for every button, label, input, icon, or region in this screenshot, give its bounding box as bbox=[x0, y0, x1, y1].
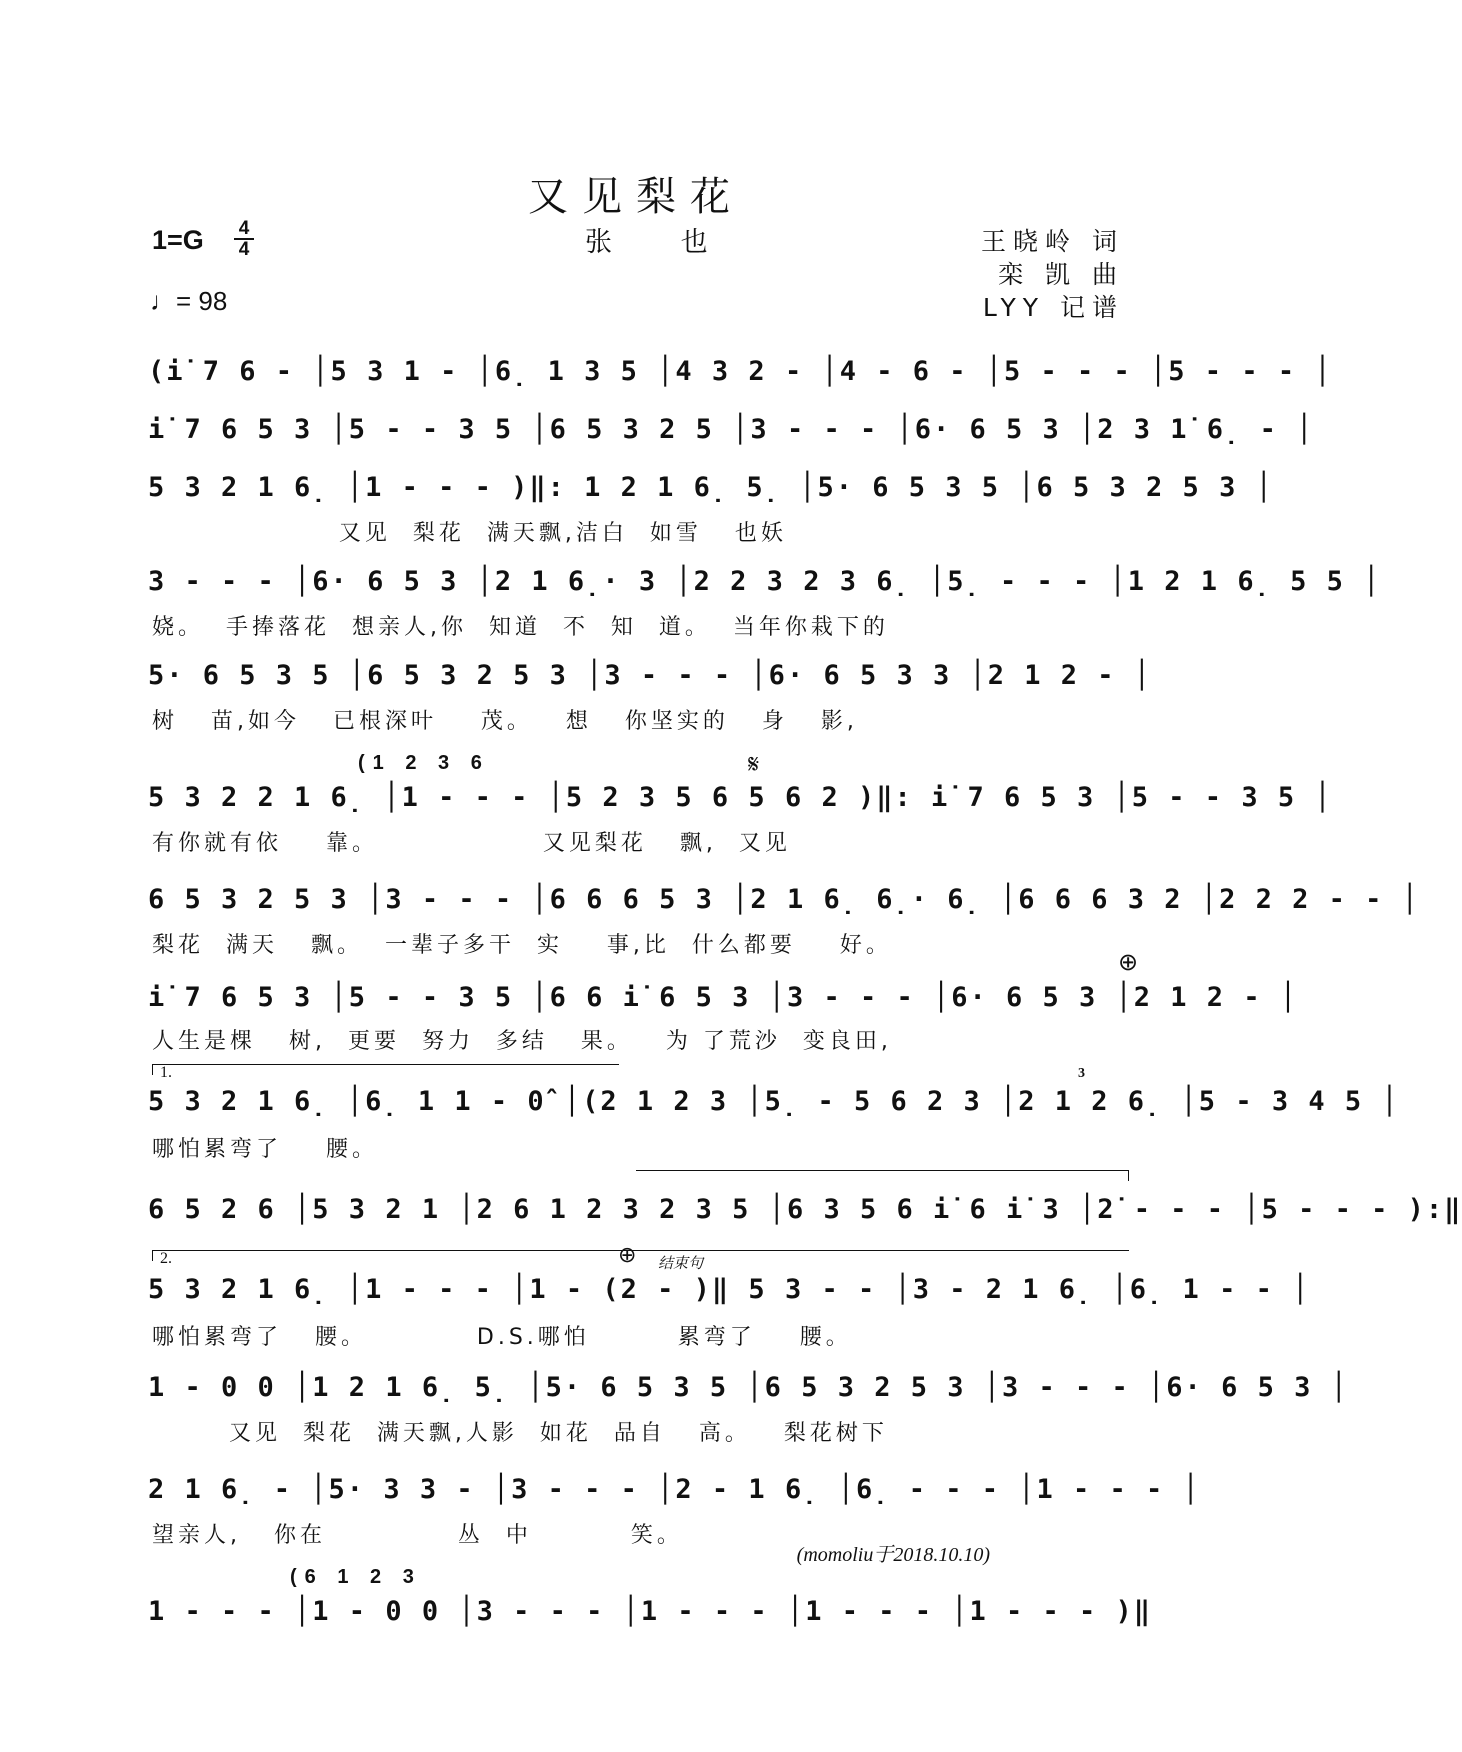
lyric-line-9: 哪怕累弯了 腰。 bbox=[152, 1137, 378, 1162]
lyric-line-5: 树 苗,如今 已根深叶 茂。 想 你坚实的 身 影, bbox=[152, 709, 858, 734]
notation-line-8: i̇ 7 6 5 3 │5 - - 3 5 │6 6 i̇ 6 5 3 │3 - - - │6· 6 5 3 │2 1 2 - │ bbox=[148, 982, 1299, 1013]
transcription-signature: (momoliu于2018.10.10) bbox=[796, 1544, 990, 1566]
lyric-line-3: 又见 梨花 满天飘,洁白 如雪 也妖 bbox=[152, 521, 787, 546]
coda-icon: ⊕ bbox=[1118, 948, 1139, 976]
key-signature: 1=G bbox=[152, 225, 204, 255]
volta-bracket-1 bbox=[152, 1064, 619, 1075]
volta-1-label: 1. bbox=[160, 1064, 172, 1081]
notation-line-2: i̇ 7 6 5 3 │5 - - 3 5 │6 5 3 2 5 │3 - - - │6· 6 5 3 │2 3 1̇ 6̣ - │ bbox=[148, 414, 1315, 445]
notation-line-6: 5 3 2 2 1 6̣ │1 - - - │5 2 3 5 6 5 6 2 )‖: i̇ 7 6 5 3 │5 - - 3 5 │ bbox=[148, 782, 1333, 813]
segno-icon: 𝄋 bbox=[748, 750, 760, 780]
lyric-line-6: 有你就有依 靠。 又见梨花 飘, 又见 bbox=[152, 831, 791, 856]
notation-line-12: 1 - 0 0 │1 2 1 6̣ 5̣ │5· 6 5 3 5 │6 5 3 2 5 3 │3 - - - │6· 6 5 3 │ bbox=[148, 1372, 1349, 1403]
lyric-line-7: 梨花 满天 飘。 一辈子多干 实 事,比 什么都要 好。 bbox=[152, 933, 892, 958]
tempo-value: = 98 bbox=[176, 286, 228, 316]
lyric-line-4: 娆。 手捧落花 想亲人,你 知道 不 知 道。 当年你栽下的 bbox=[152, 615, 889, 640]
song-title: 又见梨花 bbox=[528, 174, 744, 220]
time-sig-bottom: 4 bbox=[238, 239, 250, 260]
lyricist-credit: 王晓岭 词 bbox=[981, 227, 1124, 256]
notation-line-4: 3 - - - │6· 6 5 3 │2 1 6̣· 3 │2 2 3 2 3 6̣ │5̣ - - - │1 2 1 6̣ 5 5 │ bbox=[148, 566, 1382, 597]
notation-line-7: 6 5 3 2 5 3 │3 - - - │6 6 6 5 3 │2 1 6̣ 6̣· 6̣ │6 6 6 3 2 │2 2 2 - - │ bbox=[148, 884, 1420, 915]
notation-line-11: 5 3 2 1 6̣ │1 - - - │1 - (2 - )‖ 5 3 - - │3 - 2 1 6̣ │6̣ 1 - - │ bbox=[148, 1274, 1311, 1305]
lyric-line-11: 哪怕累弯了 腰。 D.S.哪怕 累弯了 腰。 bbox=[152, 1325, 852, 1350]
lyric-line-12: 又见 梨花 满天飘,人影 如花 品自 高。 梨花树下 bbox=[152, 1421, 888, 1446]
transcriber-credit: LYY 记谱 bbox=[982, 293, 1124, 322]
notation-line-3: 5 3 2 1 6̣ │1 - - - )‖: 1 2 1 6̣ 5̣ │5· 6 5 3 5 │6 5 3 2 5 3 │ bbox=[148, 472, 1274, 503]
tempo-marking bbox=[150, 286, 227, 317]
notation-line-5: 5· 6 5 3 5 │6 5 3 2 5 3 │3 - - - │6· 6 5 3 3 │2 1 2 - │ bbox=[148, 660, 1153, 691]
notation-line-9: 5 3 2 1 6̣ │6̣ 1 1 - 0̂ │(2 1 2 3 │5̣ - 5 6 2 3 │2 1 2 6̣ │5 - 3 4 5 │ bbox=[148, 1086, 1400, 1117]
triplet-mark: 3 bbox=[1078, 1066, 1085, 1081]
singer-name: 张 也 bbox=[585, 227, 738, 258]
time-sig-top: 4 bbox=[238, 218, 250, 239]
lyric-line-13: 望亲人, 你在 丛 中 笑。 bbox=[152, 1523, 683, 1548]
notation-line-10: 6 5 2 6 │5 3 2 1 │2 6 1 2 3 2 3 5 │6 3 5 6 i̇ 6 i̇ 3 │2̇ - - - │5 - - - ):‖ bbox=[148, 1194, 1462, 1225]
volta-2-label: 2. bbox=[160, 1250, 172, 1267]
lyric-line-8: 人生是棵 树, 更要 努力 多结 果。 为 了荒沙 变良田, bbox=[152, 1029, 892, 1054]
interlude-notes: (1 2 3 6 bbox=[358, 752, 490, 774]
outro-aside-notes: (6 1 2 3 bbox=[290, 1566, 422, 1588]
notation-line-14: 1 - - - │1 - 0 0 │3 - - - │1 - - - │1 - - - │1 - - - )‖ bbox=[148, 1596, 1153, 1627]
composer-credit: 栾 凯 曲 bbox=[998, 260, 1124, 289]
volta-bracket-2 bbox=[152, 1250, 1129, 1261]
coda-icon-2: ⊕ bbox=[618, 1242, 637, 1267]
ending-label: 结束句 bbox=[658, 1256, 704, 1272]
notation-line-1: (i̇ 7 6 - │5 3 1 - │6̣ 1 3 5 │4 3 2 - │4 - 6 - │5 - - - │5 - - - │ bbox=[148, 356, 1333, 387]
repeat-bracket bbox=[636, 1170, 1129, 1181]
quarter-note-icon: ♩ bbox=[150, 286, 176, 316]
notation-line-13: 2 1 6̣ - │5· 3 3 - │3 - - - │2 - 1 6̣ │6̣ - - - │1 - - - │ bbox=[148, 1474, 1201, 1505]
time-signature bbox=[234, 220, 254, 258]
